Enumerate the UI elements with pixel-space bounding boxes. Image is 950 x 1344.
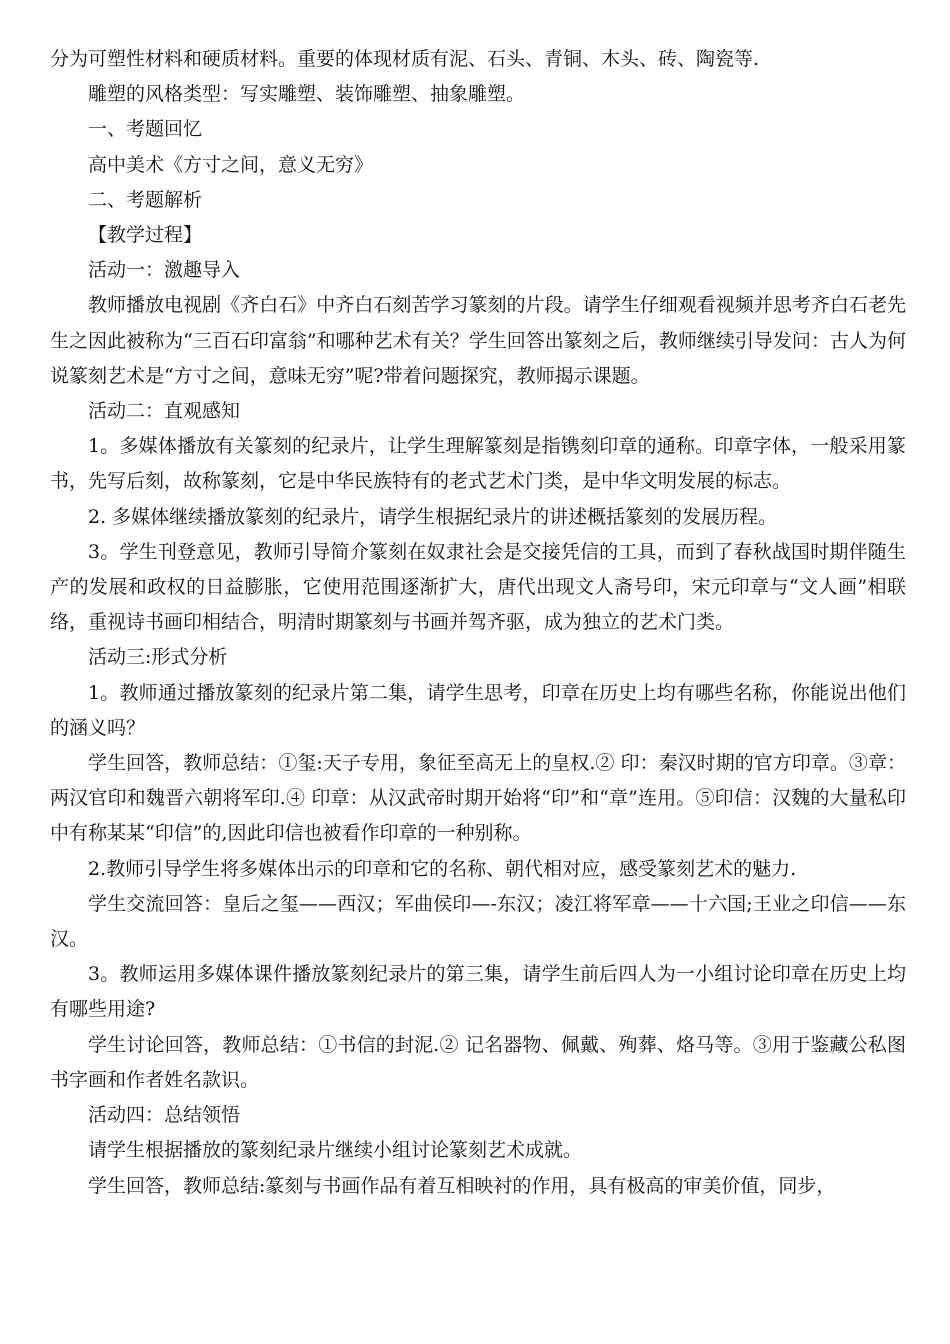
heading-activity-three: 活动三:形式分析 [88, 646, 228, 669]
paragraph-activity-two-2: 2. 多媒体继续播放篆刻的纪录片，请学生根据纪录片的讲述概括篆刻的发展历程。 [88, 505, 778, 528]
paragraph-activity-four-summary: 学生回答，教师总结:篆刻与书画作品有着互相映衬的作用，具有极高的审美价值，同步， [88, 1174, 836, 1197]
paragraph-activity-three-3: 3。教师运用多媒体课件播放篆刻纪录片的第三集，请学生前后四人为一小组讨论印章在历史上均有哪些用途? [50, 963, 906, 1021]
heading-teaching-process: 【教学过程】 [88, 224, 203, 247]
section-heading-exam-analysis: 二、考题解析 [88, 188, 203, 211]
heading-activity-four: 活动四：总结领悟 [88, 1104, 241, 1127]
paragraph-activity-three-summary-2: 学生讨论回答，教师总结：①书信的封泥.② 记名器物、佩戴、殉葬、烙马等。③用于鉴藏公私图书字画和作者姓名款识。 [50, 1033, 906, 1091]
paragraph-activity-two-1: 1。多媒体播放有关篆刻的纪录片，让学生理解篆刻是指镌刻印章的通称。印章字体，一般采用篆书，先写后刻，故称篆刻，它是中华民族特有的老式艺术门类，是中华文明发展的标志。 [50, 435, 906, 493]
lesson-title: 高中美术《方寸之间，意义无穷》 [88, 153, 374, 176]
paragraph-materials: 分为可塑性材料和硬质材料。重要的体现材质有泥、石头、青铜、木头、砖、陶瓷等. [50, 48, 760, 70]
paragraph-sculpture-styles: 雕塑的风格类型：写实雕塑、装饰雕塑、抽象雕塑。 [88, 83, 526, 106]
paragraph-activity-one: 教师播放电视剧《齐白石》中齐白石刻苦学习篆刻的片段。请学生仔细观看视频并思考齐白石老先生之因此被称为“三百石印富翁”和哪种艺术有关？学生回答出篆刻之后，教师继续引导发问：古人为何说篆刻艺术是“方寸之间，意味无穷”呢?带着问题探究，教师揭示课题。 [50, 294, 906, 387]
section-heading-exam-recall: 一、考题回忆 [88, 118, 203, 141]
paragraph-activity-two-3: 3。学生刊登意见，教师引导简介篆刻在奴隶社会是交接凭信的工具，而到了春秋战国时期伴随生产的发展和政权的日益膨胀，它使用范围逐渐扩大，唐代出现文人斋号印，宋元印章与“文人画”相联络，重视诗书画印相结合，明清时期篆刻与书画并驾齐驱，成为独立的艺术门类。 [50, 540, 906, 634]
heading-activity-two: 活动二：直观感知 [88, 400, 241, 423]
paragraph-activity-four-1: 请学生根据播放的篆刻纪录片继续小组讨论篆刻艺术成就。 [88, 1139, 583, 1162]
paragraph-activity-three-summary-1: 学生回答，教师总结：①玺:天子专用，象征至高无上的皇权.② 印：秦汉时期的官方印章。③章：两汉官印和魏晋六朝将军印.④ 印章：从汉武帝时期开始将“印”和“章”连用。⑤印信：汉魏的大量私印中有称某某“印信”的,因此印信也被看作印章的一种别称。 [50, 752, 906, 845]
heading-activity-one: 活动一：激趣导入 [88, 259, 241, 282]
paragraph-activity-three-2: 2.教师引导学生将多媒体出示的印章和它的名称、朝代相对应，感受篆刻艺术的魅力. [88, 857, 797, 880]
paragraph-activity-three-answers: 学生交流回答：皇后之玺——西汉；军曲侯印—-东汉；凌江将军章——十六国;王业之印信——东汉。 [50, 892, 906, 951]
paragraph-activity-three-1: 1。教师通过播放篆刻的纪录片第二集，请学生思考，印章在历史上均有哪些名称，你能说出他们的涵义吗？ [50, 681, 906, 739]
